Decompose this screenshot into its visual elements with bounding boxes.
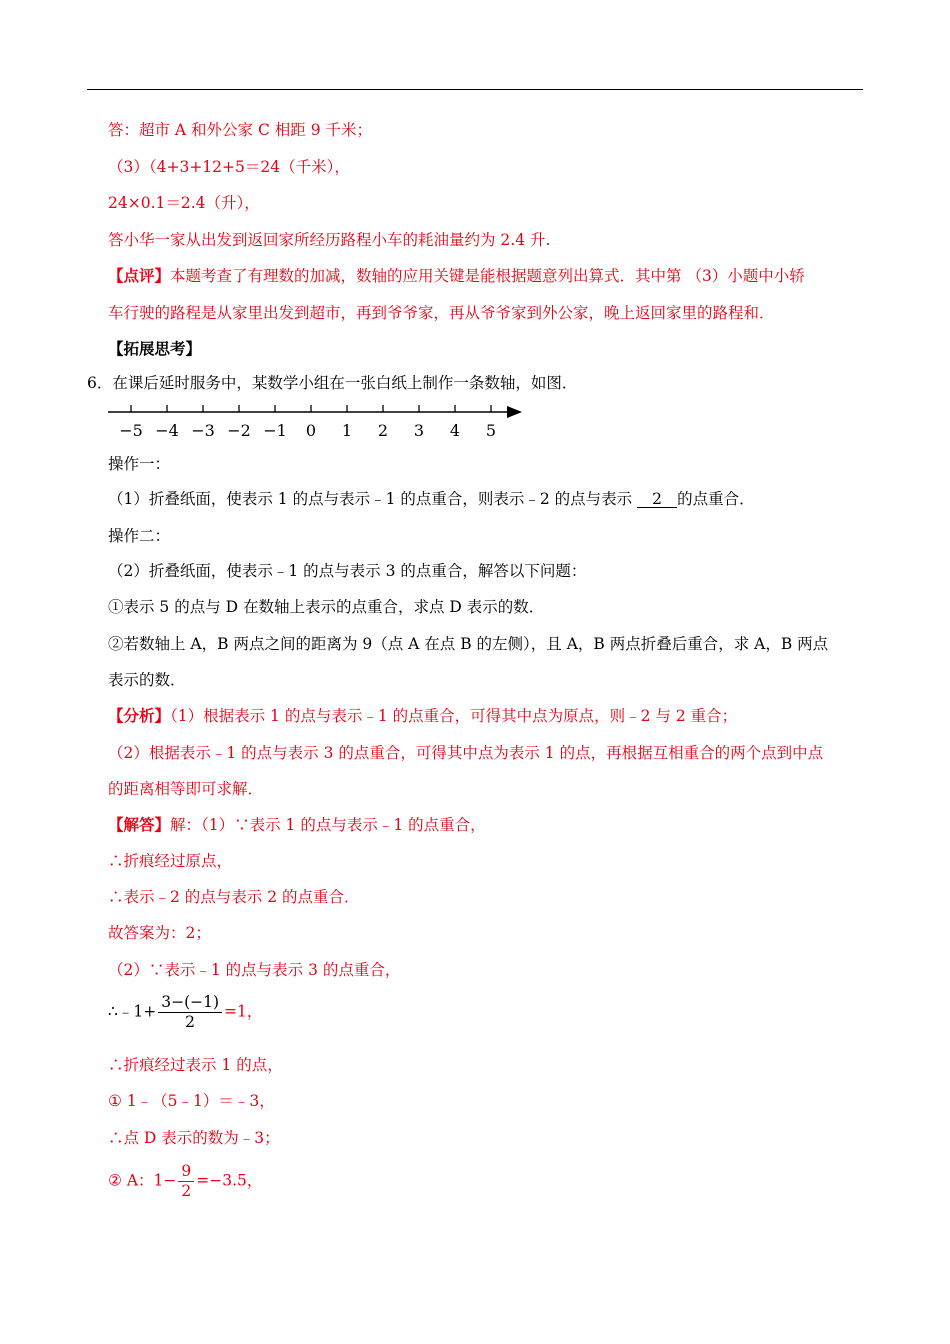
answer-distance: 答：超市 A 和外公家 C 相距 9 千米； [108, 121, 372, 139]
number-line-label: −4 [155, 421, 179, 440]
number-line-label: −1 [263, 421, 287, 440]
op1-title: 操作一： [108, 455, 171, 473]
solution-line-3: ∴表示﹣2 的点与表示 2 的点重合． [108, 888, 360, 906]
number-line-label: 3 [413, 421, 425, 440]
solution-line-4: 故答案为：2； [108, 924, 211, 942]
analysis-line-3: 的距离相等即可求解． [108, 780, 264, 798]
analysis-tag: 【分析】 [108, 706, 171, 725]
fraction-half-distance [178, 1162, 194, 1201]
solution-line-5: （2）∵表示﹣1 的点与表示 3 的点重合， [108, 961, 401, 979]
op1-text: （1）折叠纸面，使表示 1 的点与表示﹣1 的点重合，则表示﹣2 的点与表示 [108, 490, 633, 508]
solution-text-1: 解：（1）∵表示 1 的点与表示﹣1 的点重合， [170, 816, 486, 834]
comment-line-2: 车行驶的路程是从家里出发到超市，再到爷爷家，再从爷爷家到外公家，晚上返回家里的路程和． [108, 304, 775, 322]
number-line-label: 0 [305, 421, 317, 440]
analysis-line-2: （2）根据表示﹣1 的点与表示 3 的点重合，可得其中点为表示 1 的点，再根据互相重合的两个点到中点 [108, 744, 824, 762]
number-line-label: 1 [341, 421, 353, 440]
question-stem: 在课后延时服务中，某数学小组在一张白纸上制作一条数轴，如图． [112, 374, 578, 392]
solution-line-2: ∴折痕经过原点， [108, 852, 233, 870]
number-line [105, 400, 530, 446]
fraction2-numerator: 9 [178, 1162, 194, 1182]
comment-text-1: 本题考查了有理数的加减，数轴的应用关键是能根据题意列出算式．其中第 （3）小题中小轿 [170, 267, 805, 285]
fraction-denominator: 2 [185, 1013, 196, 1031]
analysis-text-1: （1）根据表示 1 的点与表示﹣1 的点重合，可得其中点为原点，则﹣2 与 2 重合； [170, 707, 738, 725]
solution-line-7: ∴折痕经过表示 1 的点， [108, 1056, 283, 1074]
op1-question [108, 489, 755, 509]
op2-subquestion-1: ①表示 5 的点与 D 在数轴上表示的点重合，求点 D 表示的数． [108, 598, 545, 616]
solution-tag: 【解答】 [108, 815, 171, 834]
number-line-label: 4 [449, 421, 461, 440]
fraction-midpoint [158, 993, 222, 1032]
question-number: 6． [87, 374, 113, 392]
number-line-label: −5 [119, 421, 143, 440]
analysis-line-1 [108, 706, 737, 726]
op2-subquestion-2-line-1: ②若数轴上 A，B 两点之间的距离为 9（点 A 在点 B 的左侧），且 A，B 两点折叠后重合，求 A，B 两点 [108, 635, 829, 653]
question-6 [87, 373, 577, 393]
formula2-prefix: ② A：1− [108, 1171, 177, 1190]
number-line-label: 2 [377, 421, 389, 440]
formula-suffix: =1， [224, 1002, 263, 1021]
solution-line-8: ① 1﹣（5﹣1）＝﹣3， [108, 1092, 275, 1110]
section-title: 【拓展思考】 [108, 339, 202, 358]
op1-tail: 的点重合． [677, 490, 755, 508]
solution-line-9: ∴点 D 表示的数为﹣3； [108, 1129, 280, 1147]
answer-fuel: 答小华一家从出发到返回家所经历路程小车的耗油量约为 2.4 升. [108, 231, 551, 249]
op2-subquestion-2-line-2: 表示的数． [108, 671, 186, 689]
comment-tag: 【点评】 [108, 266, 171, 285]
solution-line-10 [108, 1162, 262, 1201]
number-line-arrow [507, 406, 522, 418]
number-line-label: −2 [227, 421, 251, 440]
formula-prefix: ∴﹣1+ [108, 1002, 157, 1021]
formula2-suffix: =−3.5， [196, 1171, 263, 1190]
fraction2-denominator: 2 [181, 1182, 192, 1200]
calc-fuel: 24×0.1＝2.4（升）， [108, 194, 260, 212]
calc-part3: （3）（4+3+12+5＝24（千米）， [108, 158, 350, 176]
solution-line-1 [108, 815, 486, 835]
number-line-label: 5 [485, 421, 497, 440]
op1-answer-blank: 2 [637, 491, 677, 508]
fraction-numerator: 3−(−1) [158, 993, 222, 1013]
op2-title: 操作二： [108, 527, 171, 545]
comment-line-1 [108, 266, 805, 286]
header-rule [87, 89, 863, 90]
op2-question: （2）折叠纸面，使表示﹣1 的点与表示 3 的点重合，解答以下问题： [108, 562, 587, 580]
number-line-label: −3 [191, 421, 215, 440]
solution-line-6 [108, 993, 262, 1032]
